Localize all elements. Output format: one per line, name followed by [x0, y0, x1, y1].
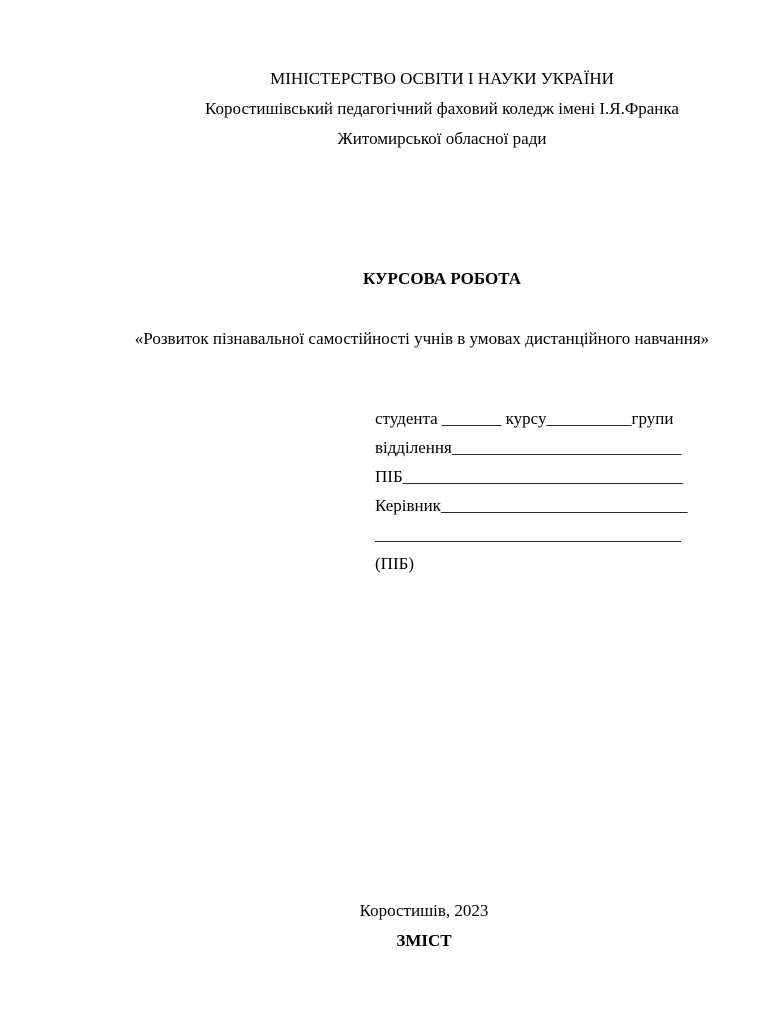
council-name: Житомирської обласної ради: [337, 129, 547, 148]
contents-heading: ЗМІСТ: [396, 931, 452, 950]
supervisor-line: Керівник_____________________________: [375, 496, 688, 515]
student-course-group-line: студента _______ курсу__________групи: [375, 409, 674, 428]
work-title: «Розвиток пізнавальної самостійності учнів в умовах дистанційного навчання»: [134, 329, 710, 348]
work-type-heading: КУРСОВА РОБОТА: [363, 269, 521, 288]
ministry-heading: МІНІСТЕРСТВО ОСВІТИ І НАУКИ УКРАЇНИ: [270, 69, 614, 88]
city-year: Коростишів, 2023: [359, 901, 489, 920]
supervisor-blank-line: ____________________________________: [375, 525, 681, 544]
student-info-block: [375, 409, 687, 583]
college-name: Коростишівський педагогічний фаховий коледж імені І.Я.Франка: [205, 99, 679, 118]
supervisor-name-caption: (ПІБ): [375, 554, 415, 573]
department-line: відділення___________________________: [375, 438, 682, 457]
student-name-line: ПІБ_________________________________: [375, 467, 684, 486]
